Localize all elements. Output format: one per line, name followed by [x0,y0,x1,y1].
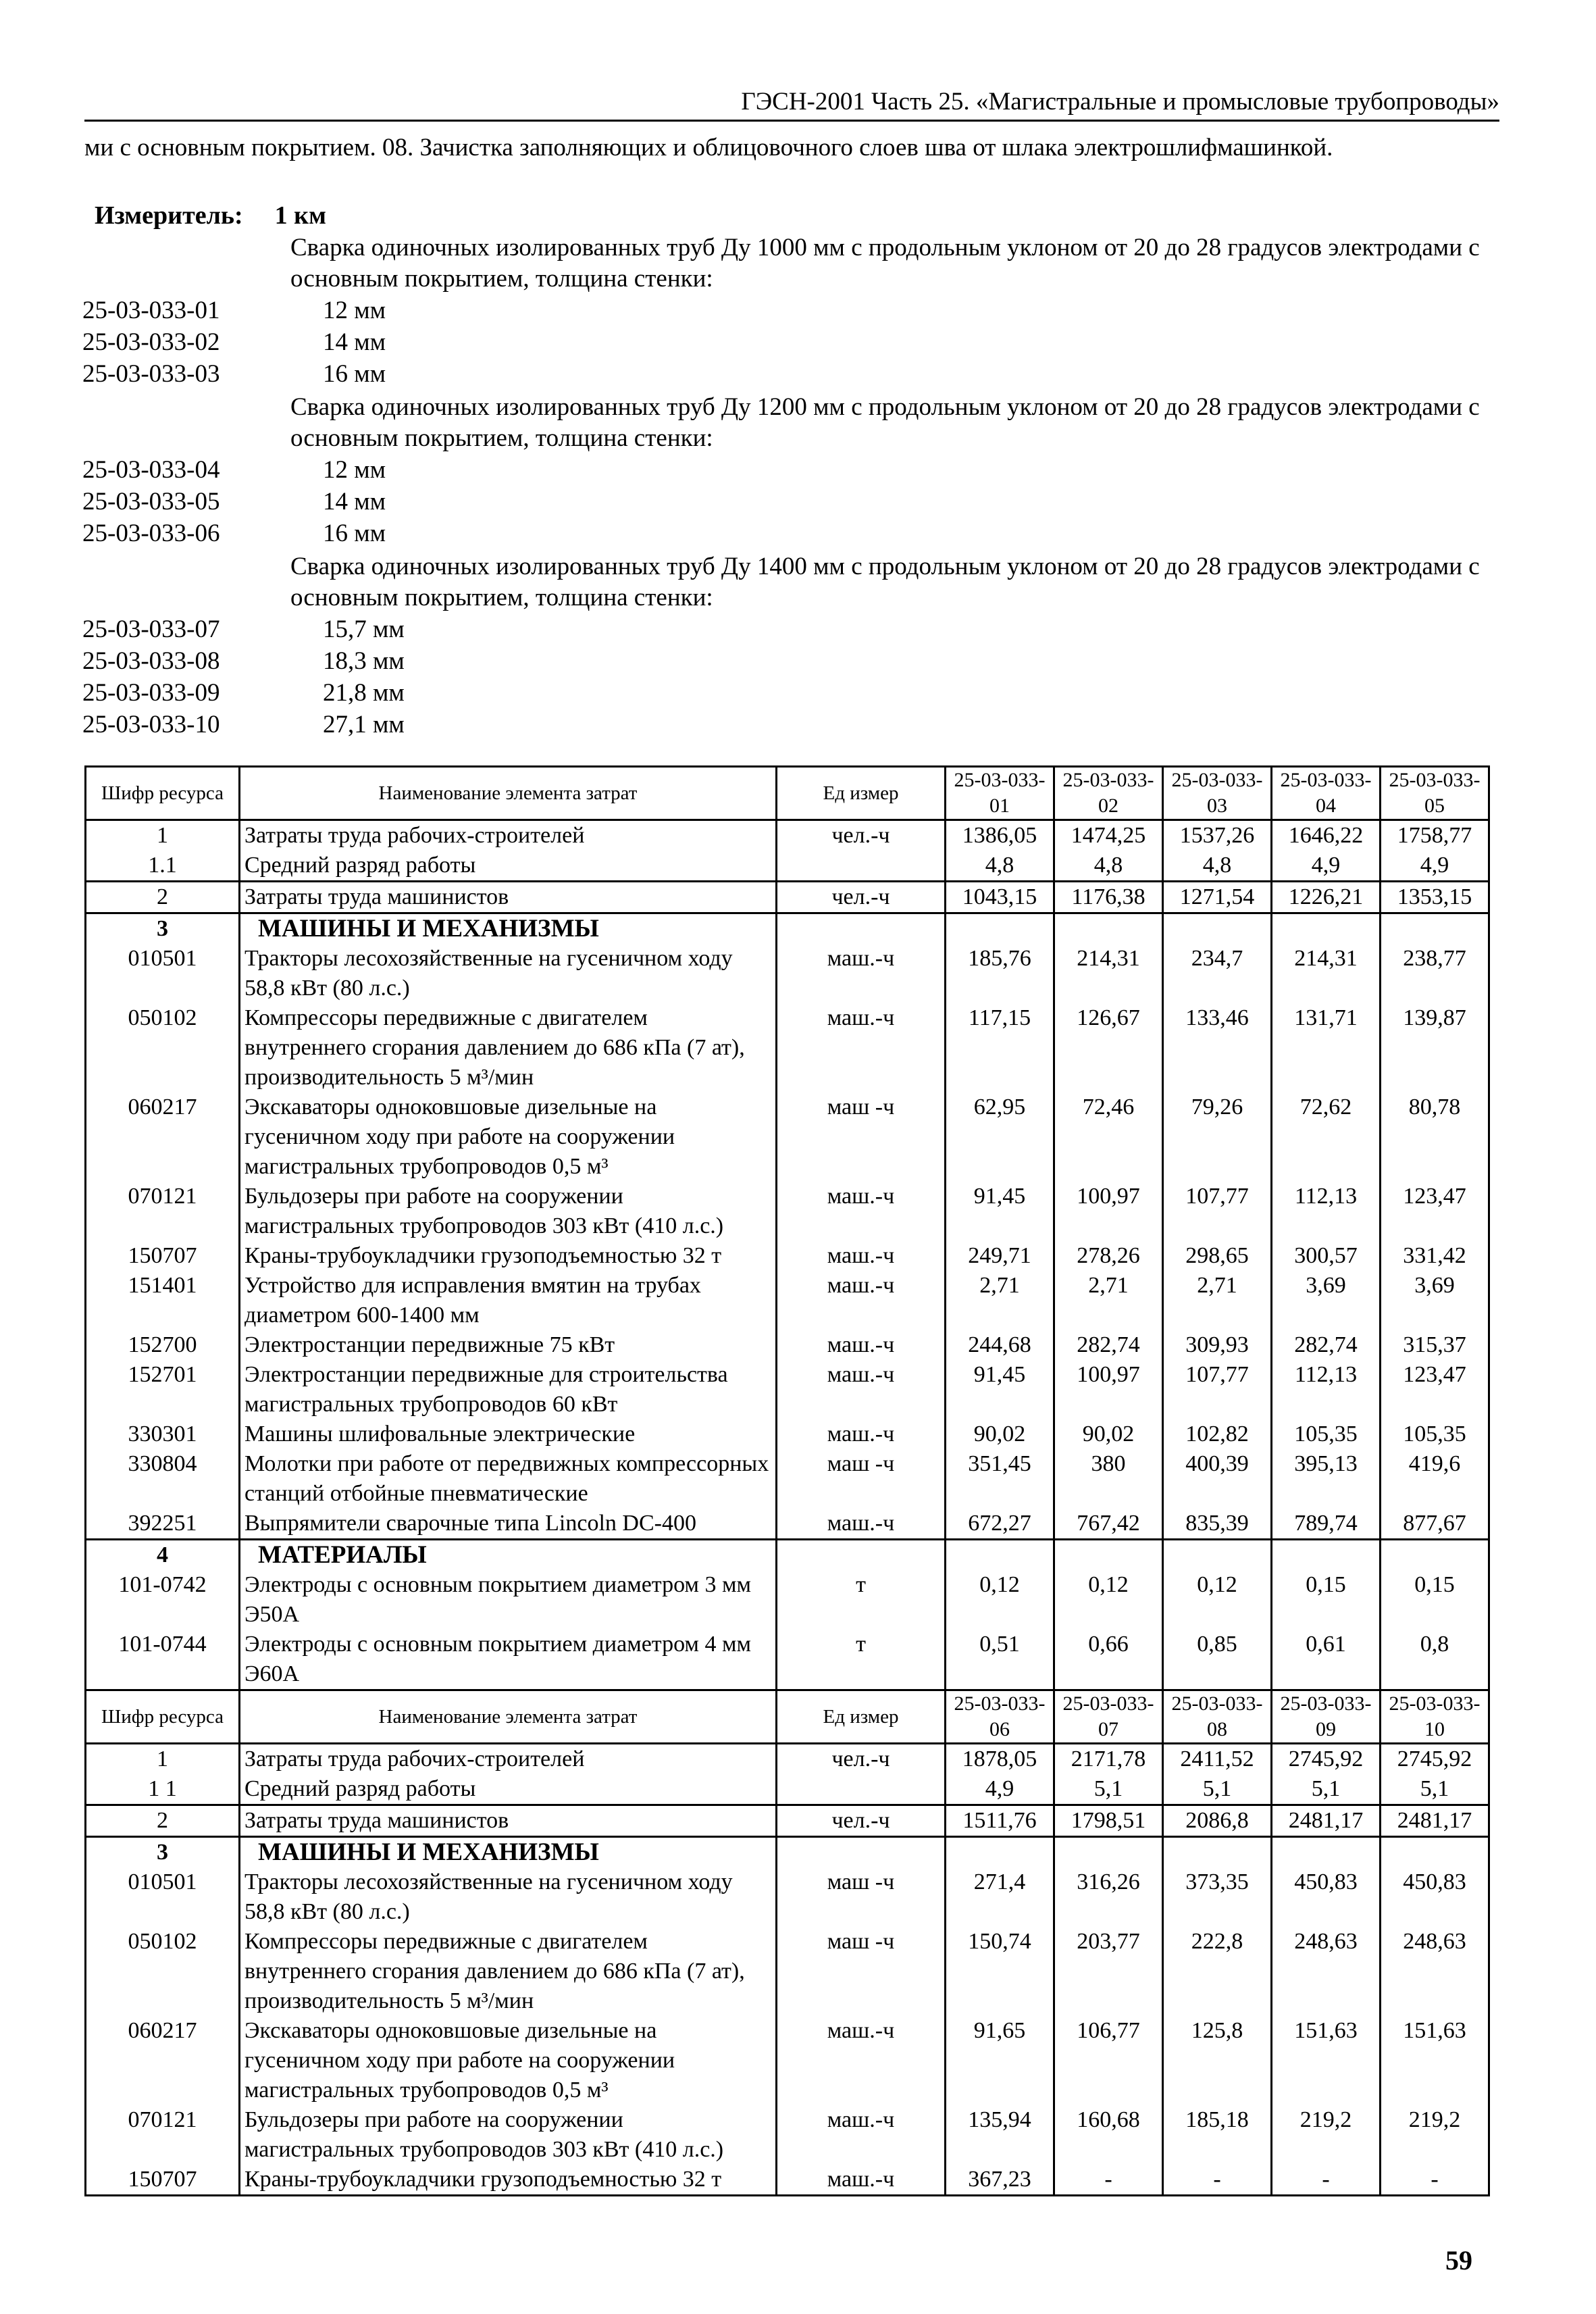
resource-code: 3 [86,1837,240,1868]
resource-value: 331,42 [1381,1241,1489,1271]
resource-value: 419,6 [1381,1449,1489,1509]
item-code: 25-03-033-10 [82,711,220,738]
resource-name: Компрессоры передвижные с двигателем внутреннего сгорания давлением до 686 кПа (7 ат), производительность 5 м³/мин [240,1927,777,2016]
resource-value: - [1272,2165,1381,2196]
resource-unit [777,913,946,945]
resource-value: 1386,05 [946,820,1054,851]
item-thickness: 16 мм [323,360,386,388]
resource-value: 139,87 [1381,1003,1489,1092]
resource-code: 150707 [86,2165,240,2196]
group-title: Сварка одиночных изолированных труб Ду 1000 мм с продольным уклоном от 20 до 28 градусов электродами с основным покрытием, толщина стенки: [290,234,1480,293]
resource-value: 2411,52 [1163,1744,1272,1775]
resource-value: 79,26 [1163,1092,1272,1182]
resource-code: 1 1 [86,1774,240,1805]
table-row [86,1419,1489,1449]
section-row [86,1837,1489,1868]
header-unit: Ед измер [777,767,946,820]
resource-value: 450,83 [1381,1867,1489,1927]
resource-code: 330804 [86,1449,240,1509]
item-code: 25-03-033-01 [82,297,220,324]
resource-value [1163,913,1272,945]
resource-unit: чел.-ч [777,882,946,913]
resource-value: 271,4 [946,1867,1054,1927]
resource-value: 0,12 [946,1570,1054,1630]
resource-value: 2,71 [946,1271,1054,1330]
resource-value: 877,67 [1381,1509,1489,1540]
section-row [86,1540,1489,1571]
resource-unit: маш -ч [777,1449,946,1509]
resource-value: 203,77 [1054,1927,1163,2016]
table-row [86,944,1489,1003]
resource-code: 151401 [86,1271,240,1330]
table-row [86,1805,1489,1837]
item-code: 25-03-033-03 [82,360,220,388]
resource-value: 298,65 [1163,1241,1272,1271]
resource-code: 152701 [86,1360,240,1419]
resource-unit [777,1540,946,1571]
resource-value: 72,62 [1272,1092,1381,1182]
resource-value [1272,1837,1381,1868]
resource-name: Затраты труда рабочих-строителей [240,1744,777,1775]
resource-code: 2 [86,1805,240,1837]
resource-name: Электростанции передвижные 75 кВт [240,1330,777,1360]
resource-unit: маш.-ч [777,1419,946,1449]
resource-value: 91,65 [946,2016,1054,2105]
resource-unit: чел.-ч [777,820,946,851]
header-code: Шифр ресурса [86,767,240,820]
resource-code: 070121 [86,2105,240,2165]
resource-name: МАШИНЫ И МЕХАНИЗМЫ [240,913,777,945]
resource-unit: маш -ч [777,1867,946,1927]
resource-unit: т [777,1570,946,1630]
item-thickness: 18,3 мм [323,647,405,675]
resource-unit: маш.-ч [777,1182,946,1241]
resource-value [1381,1837,1489,1868]
table-row [86,1867,1489,1927]
resource-value: 160,68 [1054,2105,1163,2165]
item-thickness: 12 мм [323,297,386,324]
resource-value [1381,913,1489,945]
resource-code: 101-0742 [86,1570,240,1630]
resource-code: 010501 [86,1867,240,1927]
resource-value: 400,39 [1163,1449,1272,1509]
resource-value: 131,71 [1272,1003,1381,1092]
resource-value: 282,74 [1272,1330,1381,1360]
resource-name: Электроды с основным покрытием диаметром 4 мм Э60А [240,1630,777,1690]
resource-value: 0,61 [1272,1630,1381,1690]
resource-name: Устройство для исправления вмятин на трубах диаметром 600-1400 мм [240,1271,777,1330]
header-name: Наименование элемента затрат [240,1690,777,1744]
resource-name: Молотки при работе от передвижных компрессорных станций отбойные пневматические [240,1449,777,1509]
column-header: 25-03-033-07 [1054,1690,1163,1744]
resource-name: Средний разряд работы [240,851,777,882]
resource-name: Средний разряд работы [240,1774,777,1805]
resource-unit: маш.-ч [777,1003,946,1092]
resource-value: 219,2 [1272,2105,1381,2165]
resource-value: 2086,8 [1163,1805,1272,1837]
resource-unit: маш.-ч [777,2105,946,2165]
resource-unit: маш.-ч [777,1330,946,1360]
column-header: 25-03-033-09 [1272,1690,1381,1744]
resource-value: 100,97 [1054,1182,1163,1241]
resource-value [946,1540,1054,1571]
resource-value: 222,8 [1163,1927,1272,2016]
resource-value: 1176,38 [1054,882,1163,913]
resource-value [1272,913,1381,945]
resource-name: Краны-трубоукладчики грузоподъемностью 32 т [240,1241,777,1271]
resource-code: 050102 [86,1927,240,2016]
item-code: 25-03-033-06 [82,520,220,547]
resource-value: - [1163,2165,1272,2196]
intro-text: ми с основным покрытием. 08. Зачистка заполняющих и облицовочного слоев шва от шлака электрошлифмашинкой. [84,134,1333,161]
resource-code: 150707 [86,1241,240,1271]
section-row [86,913,1489,945]
resource-value: 282,74 [1054,1330,1163,1360]
resource-value: 248,63 [1381,1927,1489,2016]
resource-value: 126,67 [1054,1003,1163,1092]
resource-name: Затраты труда машинистов [240,1805,777,1837]
header-unit: Ед измер [777,1690,946,1744]
resource-code: 060217 [86,2016,240,2105]
resource-name: Выпрямители сварочные типа Lincoln DC-400 [240,1509,777,1540]
column-header: 25-03-033-01 [946,767,1054,820]
resource-value: 1353,15 [1381,882,1489,913]
resource-value: 367,23 [946,2165,1054,2196]
table-row [86,1241,1489,1271]
resource-unit: маш.-ч [777,944,946,1003]
resource-value: 351,45 [946,1449,1054,1509]
resource-value: 0,8 [1381,1630,1489,1690]
item-thickness: 14 мм [323,488,386,515]
resource-value: 107,77 [1163,1182,1272,1241]
resource-value: 0,12 [1163,1570,1272,1630]
resource-code: 392251 [86,1509,240,1540]
resource-code: 1 [86,1744,240,1775]
resource-value: 1511,76 [946,1805,1054,1837]
resource-value: 315,37 [1381,1330,1489,1360]
resource-name: Экскаваторы одноковшовые дизельные на гусеничном ходу при работе на сооружении магистральных трубопроводов 0,5 м³ [240,1092,777,1182]
resource-value: 135,94 [946,2105,1054,2165]
resource-value: 248,63 [1272,1927,1381,2016]
resource-name: Компрессоры передвижные с двигателем внутреннего сгорания давлением до 686 кПа (7 ат), производительность 5 м³/мин [240,1003,777,1092]
resource-name: Затраты труда машинистов [240,882,777,913]
resource-value: 112,13 [1272,1182,1381,1241]
resource-value: 234,7 [1163,944,1272,1003]
resource-value: 102,82 [1163,1419,1272,1449]
resource-unit: маш.-ч [777,1241,946,1271]
resource-value [1381,1540,1489,1571]
resource-value: 3,69 [1381,1271,1489,1330]
resource-code: 2 [86,882,240,913]
resource-value: 0,15 [1272,1570,1381,1630]
resource-value: 4,8 [946,851,1054,882]
table-row [86,820,1489,851]
column-header: 25-03-033-06 [946,1690,1054,1744]
resource-value: 91,45 [946,1182,1054,1241]
resource-value: 5,1 [1272,1774,1381,1805]
table-row [86,1630,1489,1690]
resource-value: 1537,26 [1163,820,1272,851]
resource-code: 1.1 [86,851,240,882]
resource-value: 5,1 [1054,1774,1163,1805]
resource-value: 72,46 [1054,1092,1163,1182]
resource-value: 0,51 [946,1630,1054,1690]
resource-code: 101-0744 [86,1630,240,1690]
resource-value: 395,13 [1272,1449,1381,1509]
measurement-label: Измеритель: [95,201,243,230]
resource-code: 3 [86,913,240,945]
resource-value: 278,26 [1054,1241,1163,1271]
resource-value: 105,35 [1381,1419,1489,1449]
resource-value: 2171,78 [1054,1744,1163,1775]
item-code: 25-03-033-05 [82,488,220,515]
item-thickness: 12 мм [323,456,386,484]
resource-value: 214,31 [1054,944,1163,1003]
resource-value: 1226,21 [1272,882,1381,913]
resource-unit: маш.-ч [777,1509,946,1540]
column-header: 25-03-033-08 [1163,1690,1272,1744]
resource-value [946,1837,1054,1868]
resource-value: 150,74 [946,1927,1054,2016]
resource-value [1054,1540,1163,1571]
table-row [86,1927,1489,2016]
resource-value: 112,13 [1272,1360,1381,1419]
table-row [86,851,1489,882]
resource-name: Затраты труда рабочих-строителей [240,820,777,851]
resource-code: 1 [86,820,240,851]
resource-unit [777,851,946,882]
item-thickness: 14 мм [323,328,386,356]
resource-value: 249,71 [946,1241,1054,1271]
resource-name: Электростанции передвижные для строительства магистральных трубопроводов 60 кВт [240,1360,777,1419]
resource-value: 767,42 [1054,1509,1163,1540]
resource-value: 4,9 [946,1774,1054,1805]
item-thickness: 27,1 мм [323,711,405,738]
resource-code: 330301 [86,1419,240,1449]
resource-value: 100,97 [1054,1360,1163,1419]
table-row [86,1092,1489,1182]
group-title: Сварка одиночных изолированных труб Ду 1400 мм с продольным уклоном от 20 до 28 градусов электродами с основным покрытием, толщина стенки: [290,553,1480,611]
resource-value: 4,8 [1054,851,1163,882]
resource-value: 2745,92 [1381,1744,1489,1775]
resource-unit: маш -ч [777,1927,946,2016]
resource-code: 050102 [86,1003,240,1092]
resource-value: 105,35 [1272,1419,1381,1449]
table-row [86,2165,1489,2196]
column-header: 25-03-033-03 [1163,767,1272,820]
resource-value: 1758,77 [1381,820,1489,851]
resource-value [1163,1540,1272,1571]
column-header: 25-03-033-05 [1381,767,1489,820]
resource-name: Экскаваторы одноковшовые дизельные на гусеничном ходу при работе на сооружении магистральных трубопроводов 0,5 м³ [240,2016,777,2105]
resource-value: 91,45 [946,1360,1054,1419]
resource-value: 0,85 [1163,1630,1272,1690]
resource-unit [777,1774,946,1805]
resource-value: 133,46 [1163,1003,1272,1092]
table-row [86,1774,1489,1805]
resource-name: Электроды с основным покрытием диаметром 3 мм Э50А [240,1570,777,1630]
resource-code: 4 [86,1540,240,1571]
group-title: Сварка одиночных изолированных труб Ду 1200 мм с продольным уклоном от 20 до 28 градусов электродами с основным покрытием, толщина стенки: [290,393,1480,452]
resource-unit: маш.-ч [777,1271,946,1330]
resource-unit: маш -ч [777,1092,946,1182]
resource-value: 185,18 [1163,2105,1272,2165]
resource-table-1 [84,765,1490,1691]
resource-value: 835,39 [1163,1509,1272,1540]
resource-unit: маш.-ч [777,2016,946,2105]
item-code: 25-03-033-04 [82,456,220,484]
resource-value: 1474,25 [1054,820,1163,851]
resource-value: 117,15 [946,1003,1054,1092]
item-thickness: 21,8 мм [323,679,405,707]
item-code: 25-03-033-07 [82,615,220,643]
resource-value: 2,71 [1163,1271,1272,1330]
resource-value: 123,47 [1381,1182,1489,1241]
table-row [86,882,1489,913]
resource-code: 070121 [86,1182,240,1241]
resource-code: 060217 [86,1092,240,1182]
resource-value: 309,93 [1163,1330,1272,1360]
table-row [86,1570,1489,1630]
resource-unit: маш.-ч [777,1360,946,1419]
resource-value: 0,15 [1381,1570,1489,1630]
resource-value: 1043,15 [946,882,1054,913]
resource-value: 214,31 [1272,944,1381,1003]
resource-value: 2481,17 [1272,1805,1381,1837]
resource-code: 010501 [86,944,240,1003]
table-row [86,1003,1489,1092]
resource-value: 3,69 [1272,1271,1381,1330]
table-row [86,1182,1489,1241]
column-header: 25-03-033-04 [1272,767,1381,820]
resource-value: 1646,22 [1272,820,1381,851]
resource-value: 151,63 [1272,2016,1381,2105]
resource-value [946,913,1054,945]
page-number: 59 [1445,2245,1472,2275]
item-thickness: 16 мм [323,520,386,547]
resource-name: Бульдозеры при работе на сооружении магистральных трубопроводов 303 кВт (410 л.с.) [240,1182,777,1241]
resource-name: МАТЕРИАЛЫ [240,1540,777,1571]
resource-value: 5,1 [1381,1774,1489,1805]
resource-value [1163,1837,1272,1868]
resource-value [1054,1837,1163,1868]
resource-value: 123,47 [1381,1360,1489,1419]
resource-unit [777,1837,946,1868]
resource-value: 316,26 [1054,1867,1163,1927]
resource-value: 450,83 [1272,1867,1381,1927]
resource-value [1272,1540,1381,1571]
table-row [86,1449,1489,1509]
resource-value: 0,12 [1054,1570,1163,1630]
resource-value: 1271,54 [1163,882,1272,913]
resource-name: Тракторы лесохозяйственные на гусеничном ходу 58,8 кВт (80 л.с.) [240,944,777,1003]
resource-value: 4,8 [1163,851,1272,882]
table-row [86,2016,1489,2105]
resource-value: 80,78 [1381,1092,1489,1182]
column-header: 25-03-033-02 [1054,767,1163,820]
resource-value: - [1054,2165,1163,2196]
resource-value: 185,76 [946,944,1054,1003]
resource-unit: маш.-ч [777,2165,946,2196]
resource-value: 672,27 [946,1509,1054,1540]
resource-code: 152700 [86,1330,240,1360]
item-code: 25-03-033-02 [82,328,220,356]
table-row [86,1271,1489,1330]
table-row [86,1744,1489,1775]
resource-value [1054,913,1163,945]
resource-name: МАШИНЫ И МЕХАНИЗМЫ [240,1837,777,1868]
running-header: ГЭСН-2001 Часть 25. «Магистральные и промысловые трубопроводы» [741,88,1499,116]
resource-value: 380 [1054,1449,1163,1509]
resource-name: Машины шлифовальные электрические [240,1419,777,1449]
resource-value: 2481,17 [1381,1805,1489,1837]
resource-value: 789,74 [1272,1509,1381,1540]
table-row [86,1360,1489,1419]
resource-value: 300,57 [1272,1241,1381,1271]
item-code: 25-03-033-08 [82,647,220,675]
resource-value: 151,63 [1381,2016,1489,2105]
resource-value: 1878,05 [946,1744,1054,1775]
table-row [86,2105,1489,2165]
header-code: Шифр ресурса [86,1690,240,1744]
resource-value: 90,02 [946,1419,1054,1449]
resource-value: 1798,51 [1054,1805,1163,1837]
spec-list [0,0,1596,757]
resource-value: 0,66 [1054,1630,1163,1690]
resource-value: 107,77 [1163,1360,1272,1419]
resource-value: - [1381,2165,1489,2196]
resource-value: 219,2 [1381,2105,1489,2165]
resource-value: 106,77 [1054,2016,1163,2105]
column-header: 25-03-033-10 [1381,1690,1489,1744]
resource-unit: чел.-ч [777,1744,946,1775]
resource-unit: чел.-ч [777,1805,946,1837]
resource-value: 2,71 [1054,1271,1163,1330]
resource-name: Тракторы лесохозяйственные на гусеничном ходу 58,8 кВт (80 л.с.) [240,1867,777,1927]
resource-value: 238,77 [1381,944,1489,1003]
resource-name: Краны-трубоукладчики грузоподъемностью 32 т [240,2165,777,2196]
resource-value: 4,9 [1381,851,1489,882]
resource-table-2 [84,1689,1490,2196]
resource-value: 5,1 [1163,1774,1272,1805]
header-name: Наименование элемента затрат [240,767,777,820]
table-row [86,1330,1489,1360]
item-code: 25-03-033-09 [82,679,220,707]
resource-value: 4,9 [1272,851,1381,882]
table-row [86,1509,1489,1540]
resource-value: 244,68 [946,1330,1054,1360]
resource-value: 2745,92 [1272,1744,1381,1775]
measurement-value: 1 км [274,201,326,230]
item-thickness: 15,7 мм [323,615,405,643]
resource-value: 373,35 [1163,1867,1272,1927]
resource-value: 90,02 [1054,1419,1163,1449]
resource-unit: т [777,1630,946,1690]
resource-name: Бульдозеры при работе на сооружении магистральных трубопроводов 303 кВт (410 л.с.) [240,2105,777,2165]
resource-value: 125,8 [1163,2016,1272,2105]
resource-value: 62,95 [946,1092,1054,1182]
